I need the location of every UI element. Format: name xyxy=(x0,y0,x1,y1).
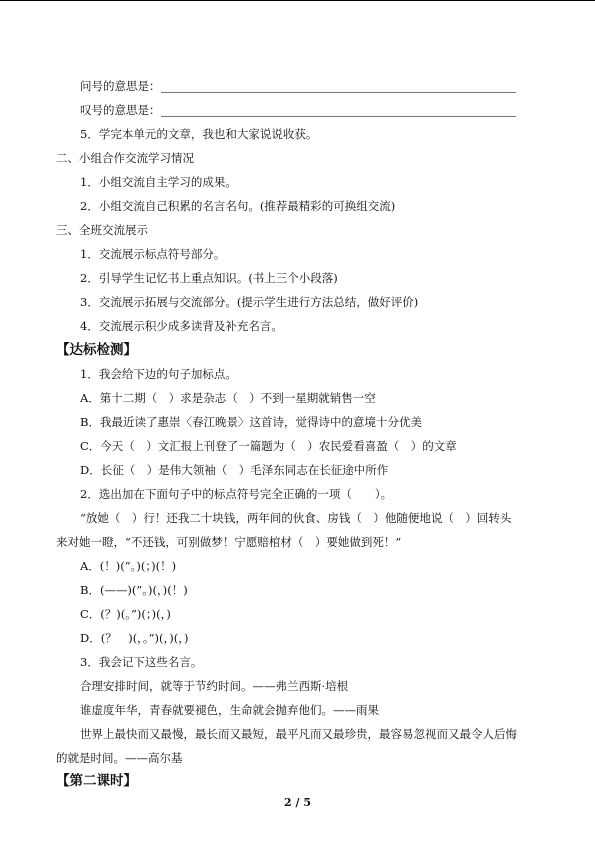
quote-hugo: 谁虚度年华，青春就要褪色，生命就会抛弃他们。——雨果 xyxy=(80,703,379,717)
heading-group-exchange: 二、小组合作交流学习情况 xyxy=(56,151,194,165)
page-number: 2 / 5 xyxy=(284,796,311,809)
class-item-3: 3．交流展示拓展与交流部分。(提示学生进行方法总结，做好评价) xyxy=(80,295,419,309)
test-q2-option-b: B．(——)(”。)(，)(！) xyxy=(80,583,188,597)
exclamation-mark-label: 叹号的意思是： xyxy=(80,103,161,117)
quote-gorky-2: 的就是时间。——高尔基 xyxy=(56,751,183,765)
step-5: 5．学完本单元的文章，我也和大家说说收获。 xyxy=(80,127,318,141)
test-q1-a: A．第十二期（ ）求是杂志（ ）不到一星期就销售一空 xyxy=(80,391,376,405)
section-second-lesson-heading: 【第二课时】 xyxy=(56,773,137,789)
section-dabiao-heading: 【达标检测】 xyxy=(56,342,137,358)
test-q2-option-a: A．(！)(”。)(；)(！) xyxy=(80,559,177,573)
question-mark-label: 问号的意思是： xyxy=(80,79,161,93)
quote-bacon: 合理安排时间，就等于节约时间。——弗兰西斯·培根 xyxy=(80,679,349,693)
test-q2: 2．选出加在下面句子中的标点符号完全正确的一项（ ）。 xyxy=(80,487,393,501)
test-q1-b: B．我最近读了惠崇〈春江晚景〉这首诗，觉得诗中的意境十分优美 xyxy=(80,415,422,429)
test-q2-option-d: D．(？ )(，。”)(，)(，) xyxy=(80,631,189,645)
test-q2-passage-1: “放她（ ）行！还我二十块钱，两年间的伙食、房钱（ ）他随便地说（ ）回转头 xyxy=(80,511,512,525)
header-rule xyxy=(0,0,595,1)
heading-class-display: 三、全班交流展示 xyxy=(56,223,148,237)
group-item-1: 1．小组交流自主学习的成果。 xyxy=(80,175,237,189)
class-item-1: 1．交流展示标点符号部分。 xyxy=(80,247,226,261)
quote-gorky-1: 世界上最快而又最慢，最长而又最短，最平凡而又最珍贵，最容易忽视而又最令人后悔 xyxy=(80,727,517,741)
test-q1-d: D．长征（ ）是伟大领袖（ ）毛泽东同志在长征途中所作 xyxy=(80,463,389,477)
class-item-4: 4．交流展示积少成多读背及补充名言。 xyxy=(80,319,283,333)
test-q1: 1．我会给下边的句子加标点。 xyxy=(80,367,237,381)
test-q2-passage-2: 来对她一瞪，“不还钱，可别做梦！宁愿赔棺材（ ）要她做到死！” xyxy=(56,535,402,549)
test-q3: 3．我会记下这些名言。 xyxy=(80,655,203,669)
class-item-2: 2．引导学生记忆书上重点知识。(书上三个小段落) xyxy=(80,271,338,285)
question-mark-blank[interactable] xyxy=(161,92,516,93)
test-q1-c: C．今天（ ）文汇报上刊登了一篇题为（ ）农民爱看喜盈（ ）的文章 xyxy=(80,439,457,453)
group-item-2: 2．小组交流自己积累的名言名句。(推荐最精彩的可换组交流) xyxy=(80,199,396,213)
exclamation-mark-blank[interactable] xyxy=(161,116,516,117)
test-q2-option-c: C．(？)(。”)(；)(，) xyxy=(80,607,171,621)
